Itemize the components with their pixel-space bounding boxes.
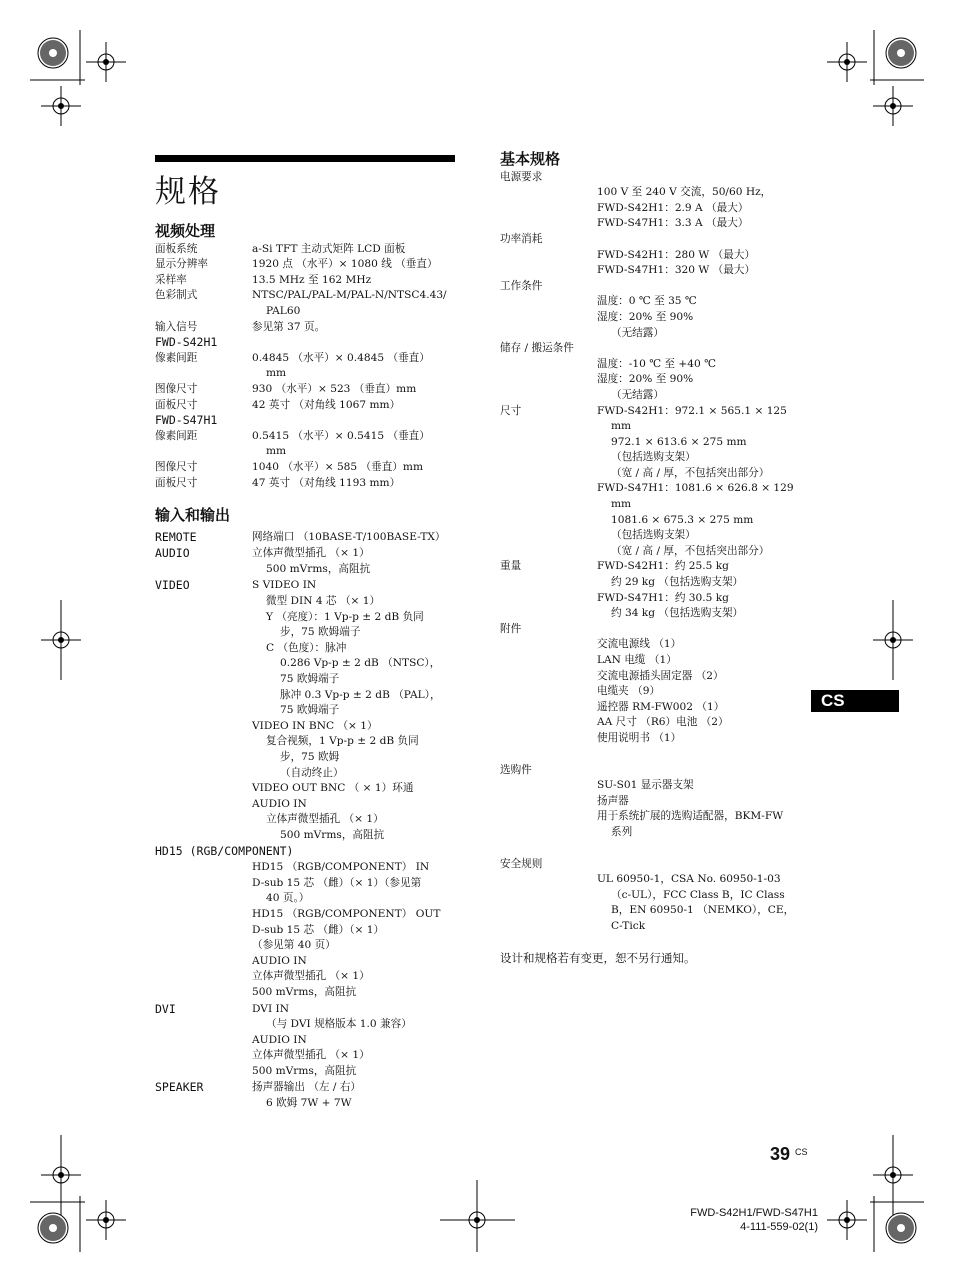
spec-value-line: 75 欧姆端子 [280, 704, 340, 717]
registration-mark [873, 1155, 913, 1195]
spec-value-line: VIDEO OUT BNC （ × 1）环通 [252, 782, 414, 795]
spec-value [252, 382, 455, 398]
spec-section [500, 279, 810, 341]
spec-value-line: （参见第 40 页） [252, 939, 336, 952]
page-number: 39 [770, 1144, 791, 1164]
spec-section [500, 622, 810, 747]
spec-value-line: （宽 / 高 / 厚，不包括突出部分） [611, 466, 770, 479]
spec-section [500, 341, 810, 403]
spec-value-line: mm [266, 445, 287, 458]
spec-value-line: （包括选购支架） [611, 529, 696, 542]
spec-row [155, 860, 455, 1000]
spec-value [252, 1080, 455, 1111]
spec-value-line: FWD-S42H1：约 25.5 kg [597, 560, 729, 573]
spec-value-line: mm [611, 498, 632, 511]
spec-value [252, 242, 455, 258]
spec-value [597, 404, 810, 560]
basic-spec-list [500, 170, 810, 935]
spec-value-line: 湿度：20% 至 90% [597, 373, 694, 386]
language-tab: CS [811, 690, 899, 712]
spec-label: 面板尺寸 [155, 476, 198, 489]
spec-label: 功率消耗 [500, 232, 543, 245]
spec-label: 色彩制式 [155, 289, 198, 302]
registration-mark [86, 42, 126, 82]
spec-label: REMOTE [155, 529, 197, 544]
spec-row [155, 242, 455, 258]
footer [690, 1206, 818, 1234]
spec-value [252, 398, 455, 414]
spec-row [155, 257, 455, 273]
spec-value [252, 860, 455, 1000]
spec-label: 重量 [500, 560, 522, 573]
spec-value-line: 电缆夹 （9） [597, 685, 661, 698]
registration-mark [827, 1200, 867, 1240]
spec-value-line: B，EN 60950-1 （NEMKO），CE， [611, 904, 795, 917]
registration-mark [41, 620, 81, 660]
video-spec-list [155, 242, 455, 492]
spec-value-line: 复合视频，1 Vp-p ± 2 dB 负同 [266, 735, 419, 748]
spec-value-line: 微型 DIN 4 芯 （× 1） [266, 595, 381, 608]
spec-value-line: 1040 （水平）× 585 （垂直）mm [252, 460, 423, 473]
spec-value [252, 476, 455, 492]
spec-value-line: 42 英寸 （对角线 1067 mm） [252, 398, 401, 411]
spec-label: 储存 / 搬运条件 [500, 342, 574, 355]
spec-section [500, 857, 810, 935]
spec-value-line: 100 V 至 240 V 交流，50/60 Hz， [597, 186, 772, 199]
spec-row [155, 398, 455, 414]
spec-value-line: 930 （水平）× 523 （垂直）mm [252, 382, 417, 395]
registration-star [38, 1213, 68, 1243]
spec-value-line: AUDIO IN [252, 1033, 307, 1046]
spec-row [155, 288, 455, 319]
spec-value-line: （无结露） [611, 326, 664, 339]
spec-value-line: D-sub 15 芯 （雌）（× 1） [252, 923, 385, 936]
spec-value [293, 844, 455, 860]
spec-section [500, 763, 810, 841]
spec-value-line: C （色度）：脉冲 [266, 641, 347, 654]
spec-label: 安全规则 [500, 857, 543, 870]
spec-value-line: （包括选购支架） [611, 451, 696, 464]
spec-value-line: 使用说明书 （1） [597, 731, 682, 744]
left-column [155, 224, 455, 1112]
spec-row [155, 1080, 455, 1111]
spec-value [252, 1002, 455, 1080]
spec-value-line: FWD-S47H1：320 W （最大） [597, 264, 756, 277]
spec-value-line: D-sub 15 芯 （雌）（× 1）（参见第 [252, 876, 422, 889]
spec-row [155, 351, 455, 382]
spec-value-line: FWD-S47H1：1081.6 × 626.8 × 129 [597, 482, 794, 495]
spec-section [500, 232, 810, 279]
registration-mark [41, 1155, 81, 1195]
spec-label: 电源要求 [500, 170, 543, 183]
spec-label: 选购件 [500, 763, 532, 776]
spec-row [155, 429, 455, 460]
spec-section [500, 559, 810, 621]
spec-value-line: （宽 / 高 / 厚，不包括突出部分） [611, 544, 770, 557]
registration-mark [827, 42, 867, 82]
spec-value-line: 扬声器 [597, 794, 629, 807]
spec-row [155, 476, 455, 492]
spec-value-line: （与 DVI 规格版本 1.0 兼容） [266, 1018, 412, 1031]
basic-heading: 基本规格 [500, 150, 561, 168]
spec-value [252, 288, 455, 319]
spec-label [155, 860, 252, 1000]
spec-value-line: 交流电源线 （1） [597, 638, 682, 651]
spec-change-notice: 设计和规格若有变更，恕不另行通知。 [500, 950, 696, 965]
spec-value-line: 1081.6 × 675.3 × 275 mm [611, 513, 754, 526]
spec-value [252, 320, 455, 336]
spec-label: 图像尺寸 [155, 460, 198, 473]
page-number-suffix: CS [795, 1147, 808, 1157]
spec-value-line: 立体声微型插孔 （× 1） [252, 970, 370, 983]
spec-value-line: 500 mVrms，高阻抗 [252, 985, 357, 998]
spec-value-line: AUDIO IN [252, 797, 307, 810]
spec-row [155, 413, 455, 429]
spec-value-line: 用于系统扩展的选购适配器，BKM-FW [597, 810, 784, 823]
spec-label: FWD-S42H1 [155, 335, 218, 350]
spec-value-line: 500 mVrms，高阻抗 [252, 1064, 357, 1077]
spec-value-line: VIDEO IN BNC （× 1） [252, 719, 378, 732]
registration-mark [873, 620, 913, 660]
registration-mark [873, 86, 913, 126]
spec-row [155, 320, 455, 336]
spec-label: 图像尺寸 [155, 382, 198, 395]
spec-value [252, 460, 455, 476]
spec-value [500, 248, 810, 279]
spec-row [155, 273, 455, 289]
spec-value-line: 步，75 欧姆 [280, 751, 340, 763]
spec-value-line: 湿度：20% 至 90% [597, 310, 694, 323]
spec-label: 输入信号 [155, 320, 198, 333]
spec-value-line: DVI IN [252, 1002, 289, 1015]
spec-row [155, 460, 455, 476]
spec-label: 尺寸 [500, 404, 522, 417]
spec-row [155, 1002, 455, 1080]
spec-value-line: HD15 （RGB/COMPONENT） IN [252, 861, 430, 874]
spec-value-line: mm [611, 420, 632, 433]
registration-star [38, 38, 68, 68]
spec-value-line: 立体声微型插孔 （× 1） [266, 813, 384, 826]
spec-label: 面板尺寸 [155, 398, 198, 411]
spec-label: 附件 [500, 622, 522, 635]
spec-value-line: 40 页。） [266, 892, 310, 905]
spec-value [217, 413, 455, 429]
spec-value-line: 交流电源插头固定器 （2） [597, 669, 724, 682]
spec-value [252, 273, 455, 289]
spec-value [500, 357, 810, 404]
spec-value-line: FWD-S47H1：3.3 A （最大） [597, 217, 749, 230]
spec-label: HD15 (RGB/COMPONENT) [155, 843, 294, 858]
spec-value [217, 335, 455, 351]
spec-value-line: AA 尺寸 （R6）电池 （2） [597, 716, 729, 729]
title-rule [155, 155, 455, 162]
spec-row [155, 546, 455, 577]
spec-value-line: 温度：0 ℃ 至 35 ℃ [597, 295, 697, 308]
registration-star [886, 1213, 916, 1243]
spec-label: 像素间距 [155, 429, 198, 442]
spec-section [500, 404, 810, 560]
spec-label: 显示分辨率 [155, 258, 208, 271]
spec-value-line: FWD-S42H1：280 W （最大） [597, 248, 756, 261]
spec-value [252, 530, 455, 546]
spec-label: 采样率 [155, 273, 187, 286]
spec-value-line: 约 29 kg （包括选购支架） [611, 576, 744, 589]
spec-value-line: S VIDEO IN [252, 579, 317, 592]
spec-value-line: C-Tick [611, 919, 646, 932]
spec-value-line: 脉冲 0.3 Vp-p ± 2 dB （PAL）， [280, 688, 441, 701]
spec-row [155, 382, 455, 398]
spec-label: FWD-S47H1 [155, 413, 218, 428]
spec-value-line: FWD-S42H1：2.9 A （最大） [597, 201, 749, 214]
spec-value [252, 546, 455, 577]
spec-value [500, 778, 810, 840]
spec-row [155, 578, 455, 843]
spec-value-line: 遥控器 RM-FW002 （1） [597, 700, 725, 713]
spec-value-line: mm [266, 367, 287, 380]
spec-value-line: 13.5 MHz 至 162 MHz [252, 273, 372, 286]
spec-value [500, 637, 810, 746]
spec-value [500, 294, 810, 341]
spec-label: DVI [155, 1001, 176, 1016]
spec-value-line: AUDIO IN [252, 954, 307, 967]
footer-code: 4-111-559-02(1) [740, 1221, 818, 1233]
spec-value-line: PAL60 [266, 304, 301, 317]
spec-value-line: 500 mVrms，高阻抗 [280, 828, 385, 841]
spec-value-line: 75 欧姆端子 [280, 673, 340, 686]
spec-value-line: FWD-S42H1：972.1 × 565.1 × 125 [597, 404, 787, 417]
right-column [500, 152, 810, 966]
spec-section [500, 170, 810, 232]
registration-star [886, 38, 916, 68]
registration-mark [41, 86, 81, 126]
io-heading: 输入和输出 [155, 506, 231, 525]
spec-label: AUDIO [155, 546, 190, 561]
spec-row [155, 844, 455, 860]
spec-value-line: （无结露） [611, 388, 664, 401]
spec-value [500, 185, 810, 232]
spec-value-line: HD15 （RGB/COMPONENT） OUT [252, 907, 441, 920]
spec-value [252, 351, 455, 382]
spec-value-line: 6 欧姆 7W + 7W [266, 1097, 352, 1110]
spec-value-line: 972.1 × 613.6 × 275 mm [611, 435, 747, 448]
spec-label: 面板系统 [155, 242, 198, 255]
spec-label: VIDEO [155, 578, 190, 593]
io-spec-list [155, 530, 455, 1112]
spec-value-line: 立体声微型插孔 （× 1） [252, 547, 370, 560]
spec-value [597, 559, 810, 621]
spec-value-line: 参见第 37 页。 [252, 320, 326, 333]
spec-value-line: 47 英寸 （对角线 1193 mm） [252, 476, 401, 489]
spec-value-line: 网络端口 （10BASE-T/100BASE-TX） [252, 530, 446, 543]
spec-value-line: （c-UL），FCC Class B，IC Class [611, 888, 785, 901]
spec-value-line: 扬声器输出 （左 / 右） [252, 1081, 362, 1094]
page-title: 规格 [155, 174, 221, 210]
spec-value-line: 1920 点 （水平）× 1080 线 （垂直） [252, 258, 438, 271]
spec-value-line: NTSC/PAL/PAL-M/PAL-N/NTSC4.43/ [252, 289, 447, 302]
spec-label: SPEAKER [155, 1080, 204, 1095]
spec-value [252, 578, 455, 843]
spec-value-line: 约 34 kg （包括选购支架） [611, 607, 744, 620]
spec-value [500, 872, 810, 934]
spec-row [155, 530, 455, 546]
spec-value-line: UL 60950-1，CSA No. 60950-1-03 [597, 873, 781, 886]
spec-value-line: 温度：-10 ℃ 至 +40 ℃ [597, 357, 716, 370]
spec-value-line: Y （亮度）：1 Vp-p ± 2 dB 负同 [266, 610, 424, 623]
spec-value-line: 立体声微型插孔 （× 1） [252, 1049, 370, 1062]
spec-value-line: FWD-S47H1：约 30.5 kg [597, 591, 729, 604]
spec-label: 工作条件 [500, 279, 543, 292]
spec-value-line: （自动终止） [280, 766, 344, 779]
registration-mark [86, 1200, 126, 1240]
footer-model: FWD-S42H1/FWD-S47H1 [690, 1207, 818, 1219]
spec-value-line: 0.5415 （水平）× 0.5415 （垂直） [252, 429, 430, 442]
spec-value-line: 步，75 欧姆端子 [280, 626, 361, 639]
spec-value [252, 429, 455, 460]
spec-value-line: LAN 电缆 （1） [597, 654, 677, 666]
spec-value-line: 系列 [611, 825, 633, 838]
spec-value-line: 0.4845 （水平）× 0.4845 （垂直） [252, 351, 430, 364]
registration-mark [457, 1200, 497, 1240]
spec-label: 像素间距 [155, 351, 198, 364]
spec-value [252, 257, 455, 273]
spec-value-line: a-Si TFT 主动式矩阵 LCD 面板 [252, 242, 406, 255]
spec-value-line: 0.286 Vp-p ± 2 dB （NTSC）， [280, 657, 441, 670]
video-heading: 视频处理 [155, 222, 216, 240]
spec-row [155, 335, 455, 351]
spec-value-line: 500 mVrms，高阻抗 [266, 562, 371, 575]
spec-value-line: SU-S01 显示器支架 [597, 779, 694, 792]
